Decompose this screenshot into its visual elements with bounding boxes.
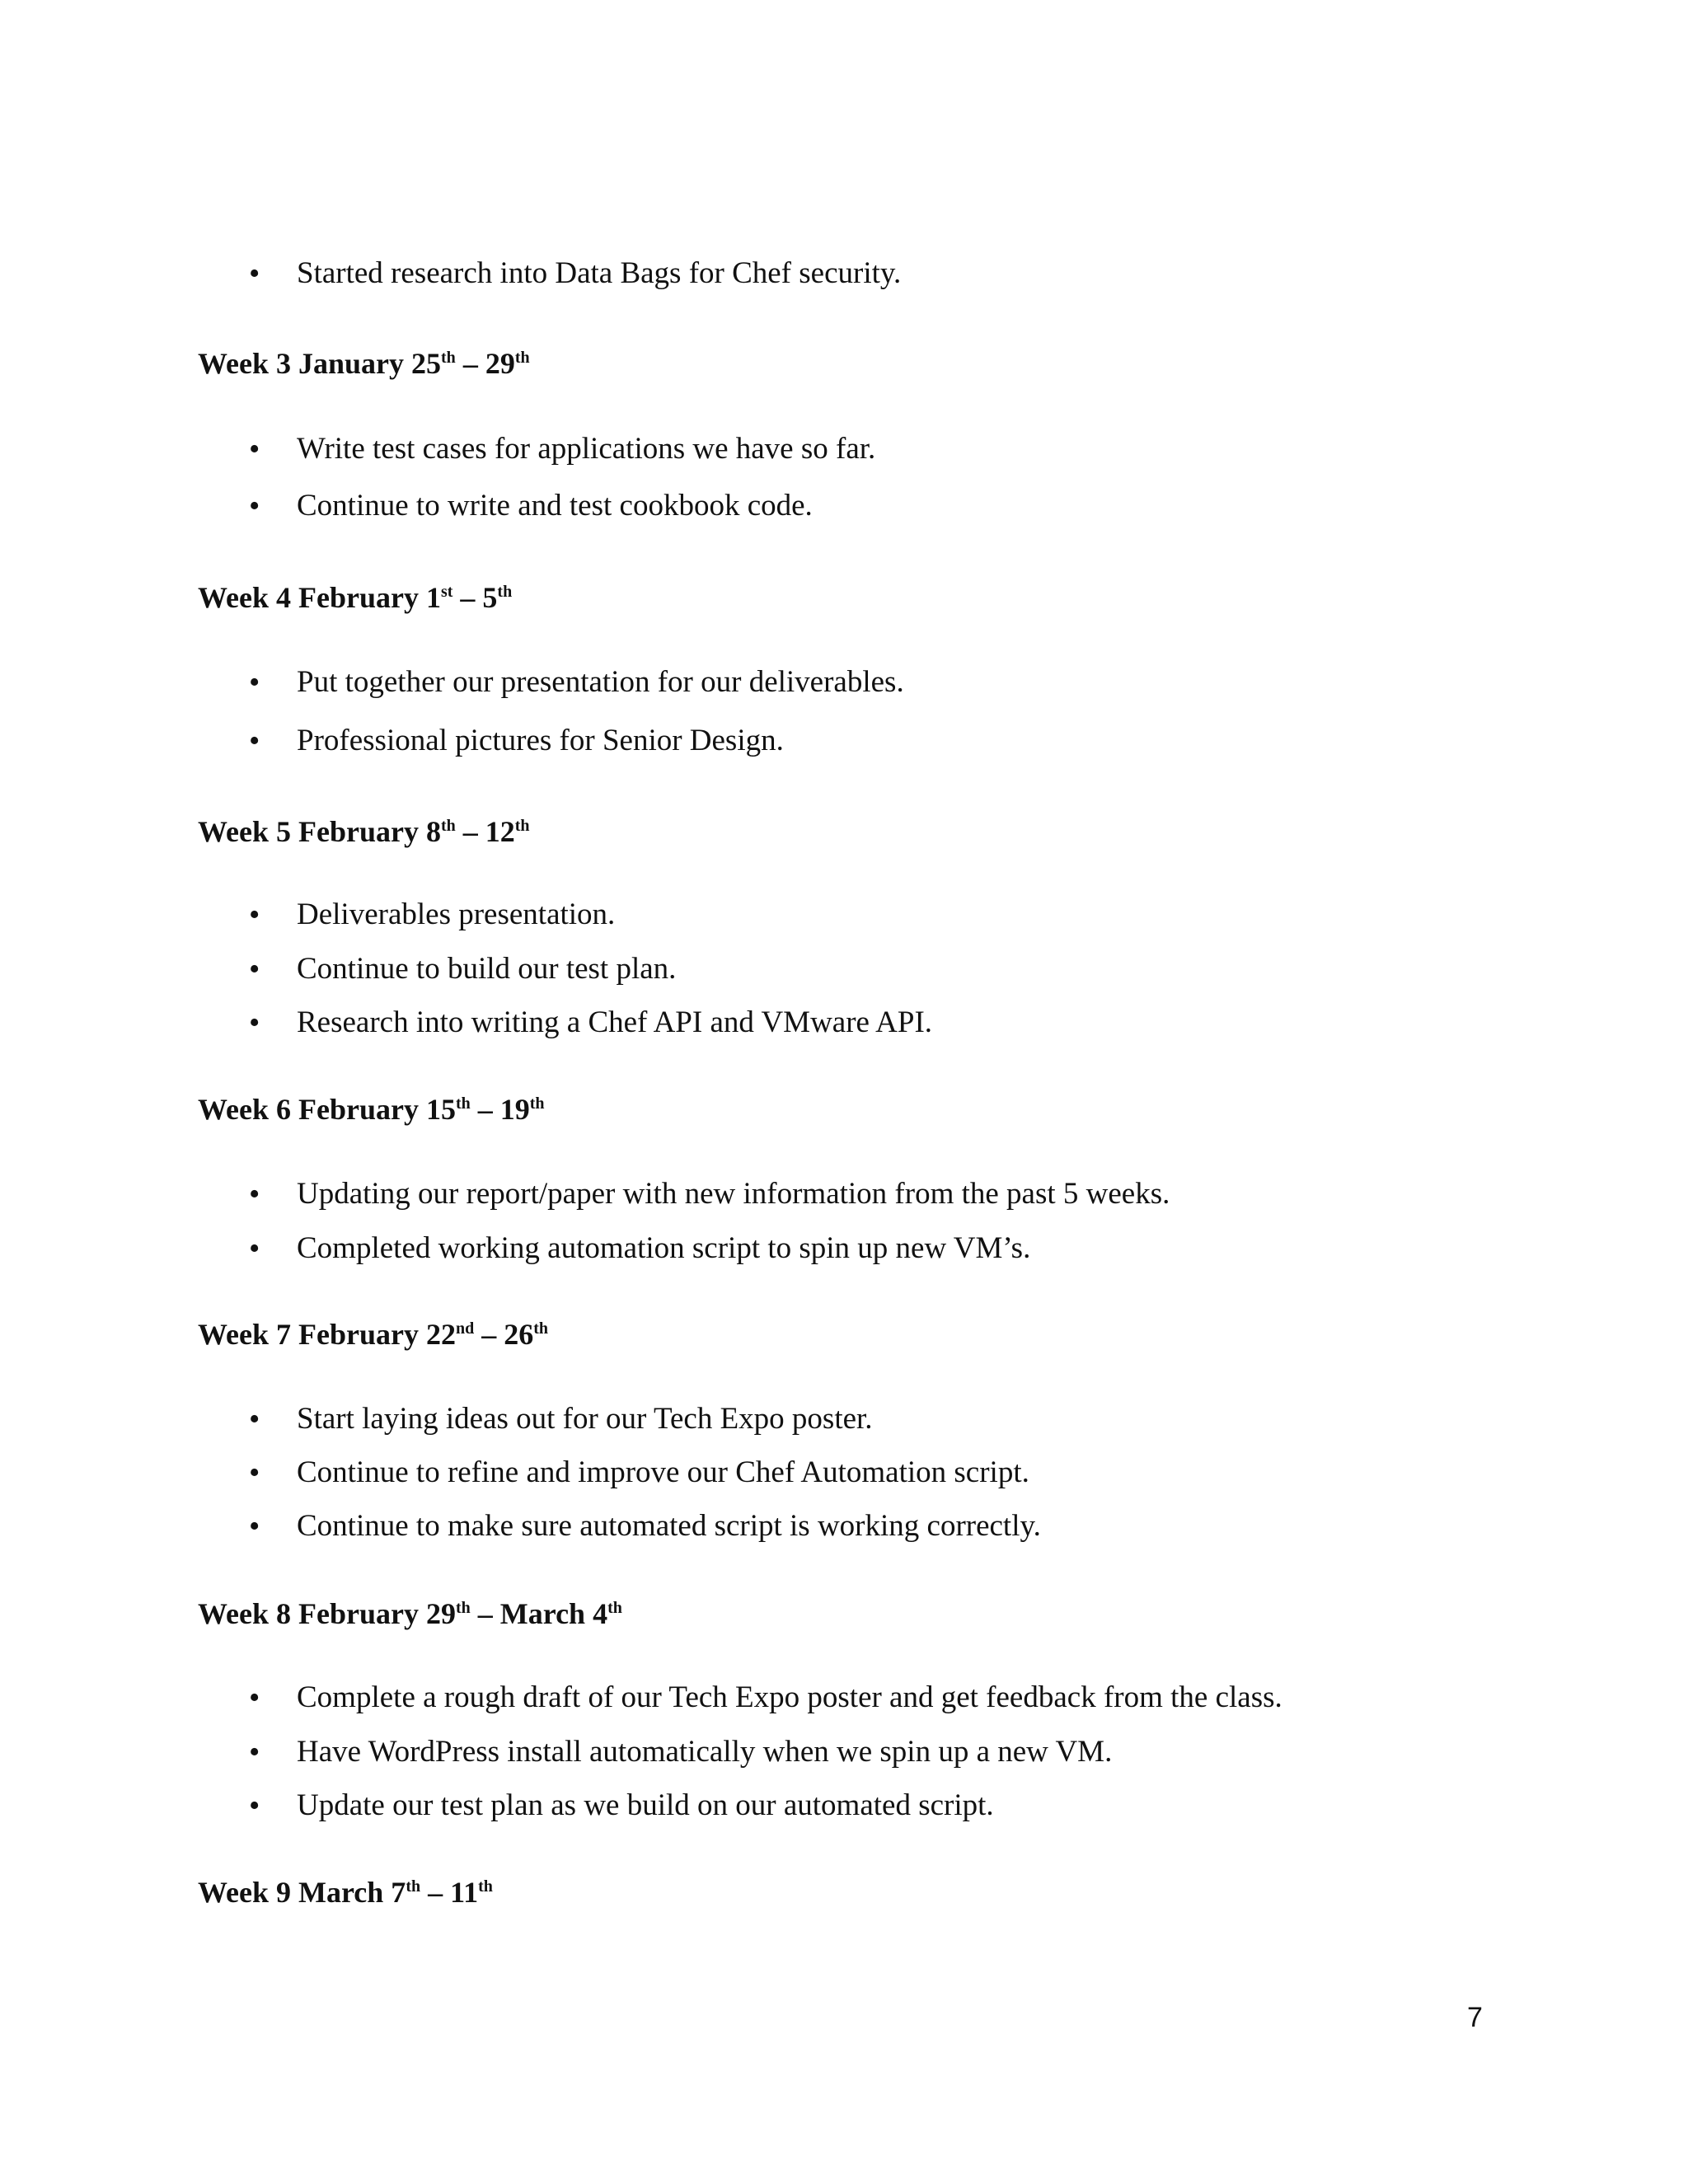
list-item: • Professional pictures for Senior Design. <box>297 723 784 759</box>
list-item: • Write test cases for applications we have so far. <box>297 431 875 467</box>
list-item: • Research into writing a Chef API and VMware API. <box>297 1005 932 1041</box>
list-item: • Start laying ideas out for our Tech Expo poster. <box>297 1401 873 1437</box>
list-item: • Updating our report/paper with new information from the past 5 weeks. <box>297 1176 1170 1212</box>
list-item: • Update our test plan as we build on our automated script. <box>297 1788 994 1824</box>
list-item: • Put together our presentation for our deliverables. <box>297 664 904 701</box>
week-heading: Week 5 February 8th – 12th <box>198 815 530 848</box>
page-number: 7 <box>1467 2002 1483 2033</box>
list-item: • Continue to refine and improve our Chef Automation script. <box>297 1455 1029 1491</box>
list-item: • Continue to write and test cookbook code. <box>297 488 813 524</box>
week-heading: Week 8 February 29th – March 4th <box>198 1597 622 1630</box>
list-item: • Complete a rough draft of our Tech Expo poster and get feedback from the class. <box>297 1680 1282 1716</box>
list-item: • Continue to make sure automated script is working correctly. <box>297 1508 1041 1544</box>
list-item: • Started research into Data Bags for Chef security. <box>297 255 901 292</box>
list-item: • Continue to build our test plan. <box>297 951 676 987</box>
week-heading: Week 7 February 22nd – 26th <box>198 1318 549 1351</box>
list-item: • Completed working automation script to spin up new VM’s. <box>297 1230 1030 1267</box>
week-heading: Week 4 February 1st – 5th <box>198 581 513 614</box>
week-heading: Week 9 March 7th – 11th <box>198 1876 493 1909</box>
list-item: • Deliverables presentation. <box>297 897 615 933</box>
week-heading: Week 3 January 25th – 29th <box>198 347 530 380</box>
list-item: • Have WordPress install automatically when we spin up a new VM. <box>297 1734 1112 1770</box>
week-heading: Week 6 February 15th – 19th <box>198 1093 545 1126</box>
